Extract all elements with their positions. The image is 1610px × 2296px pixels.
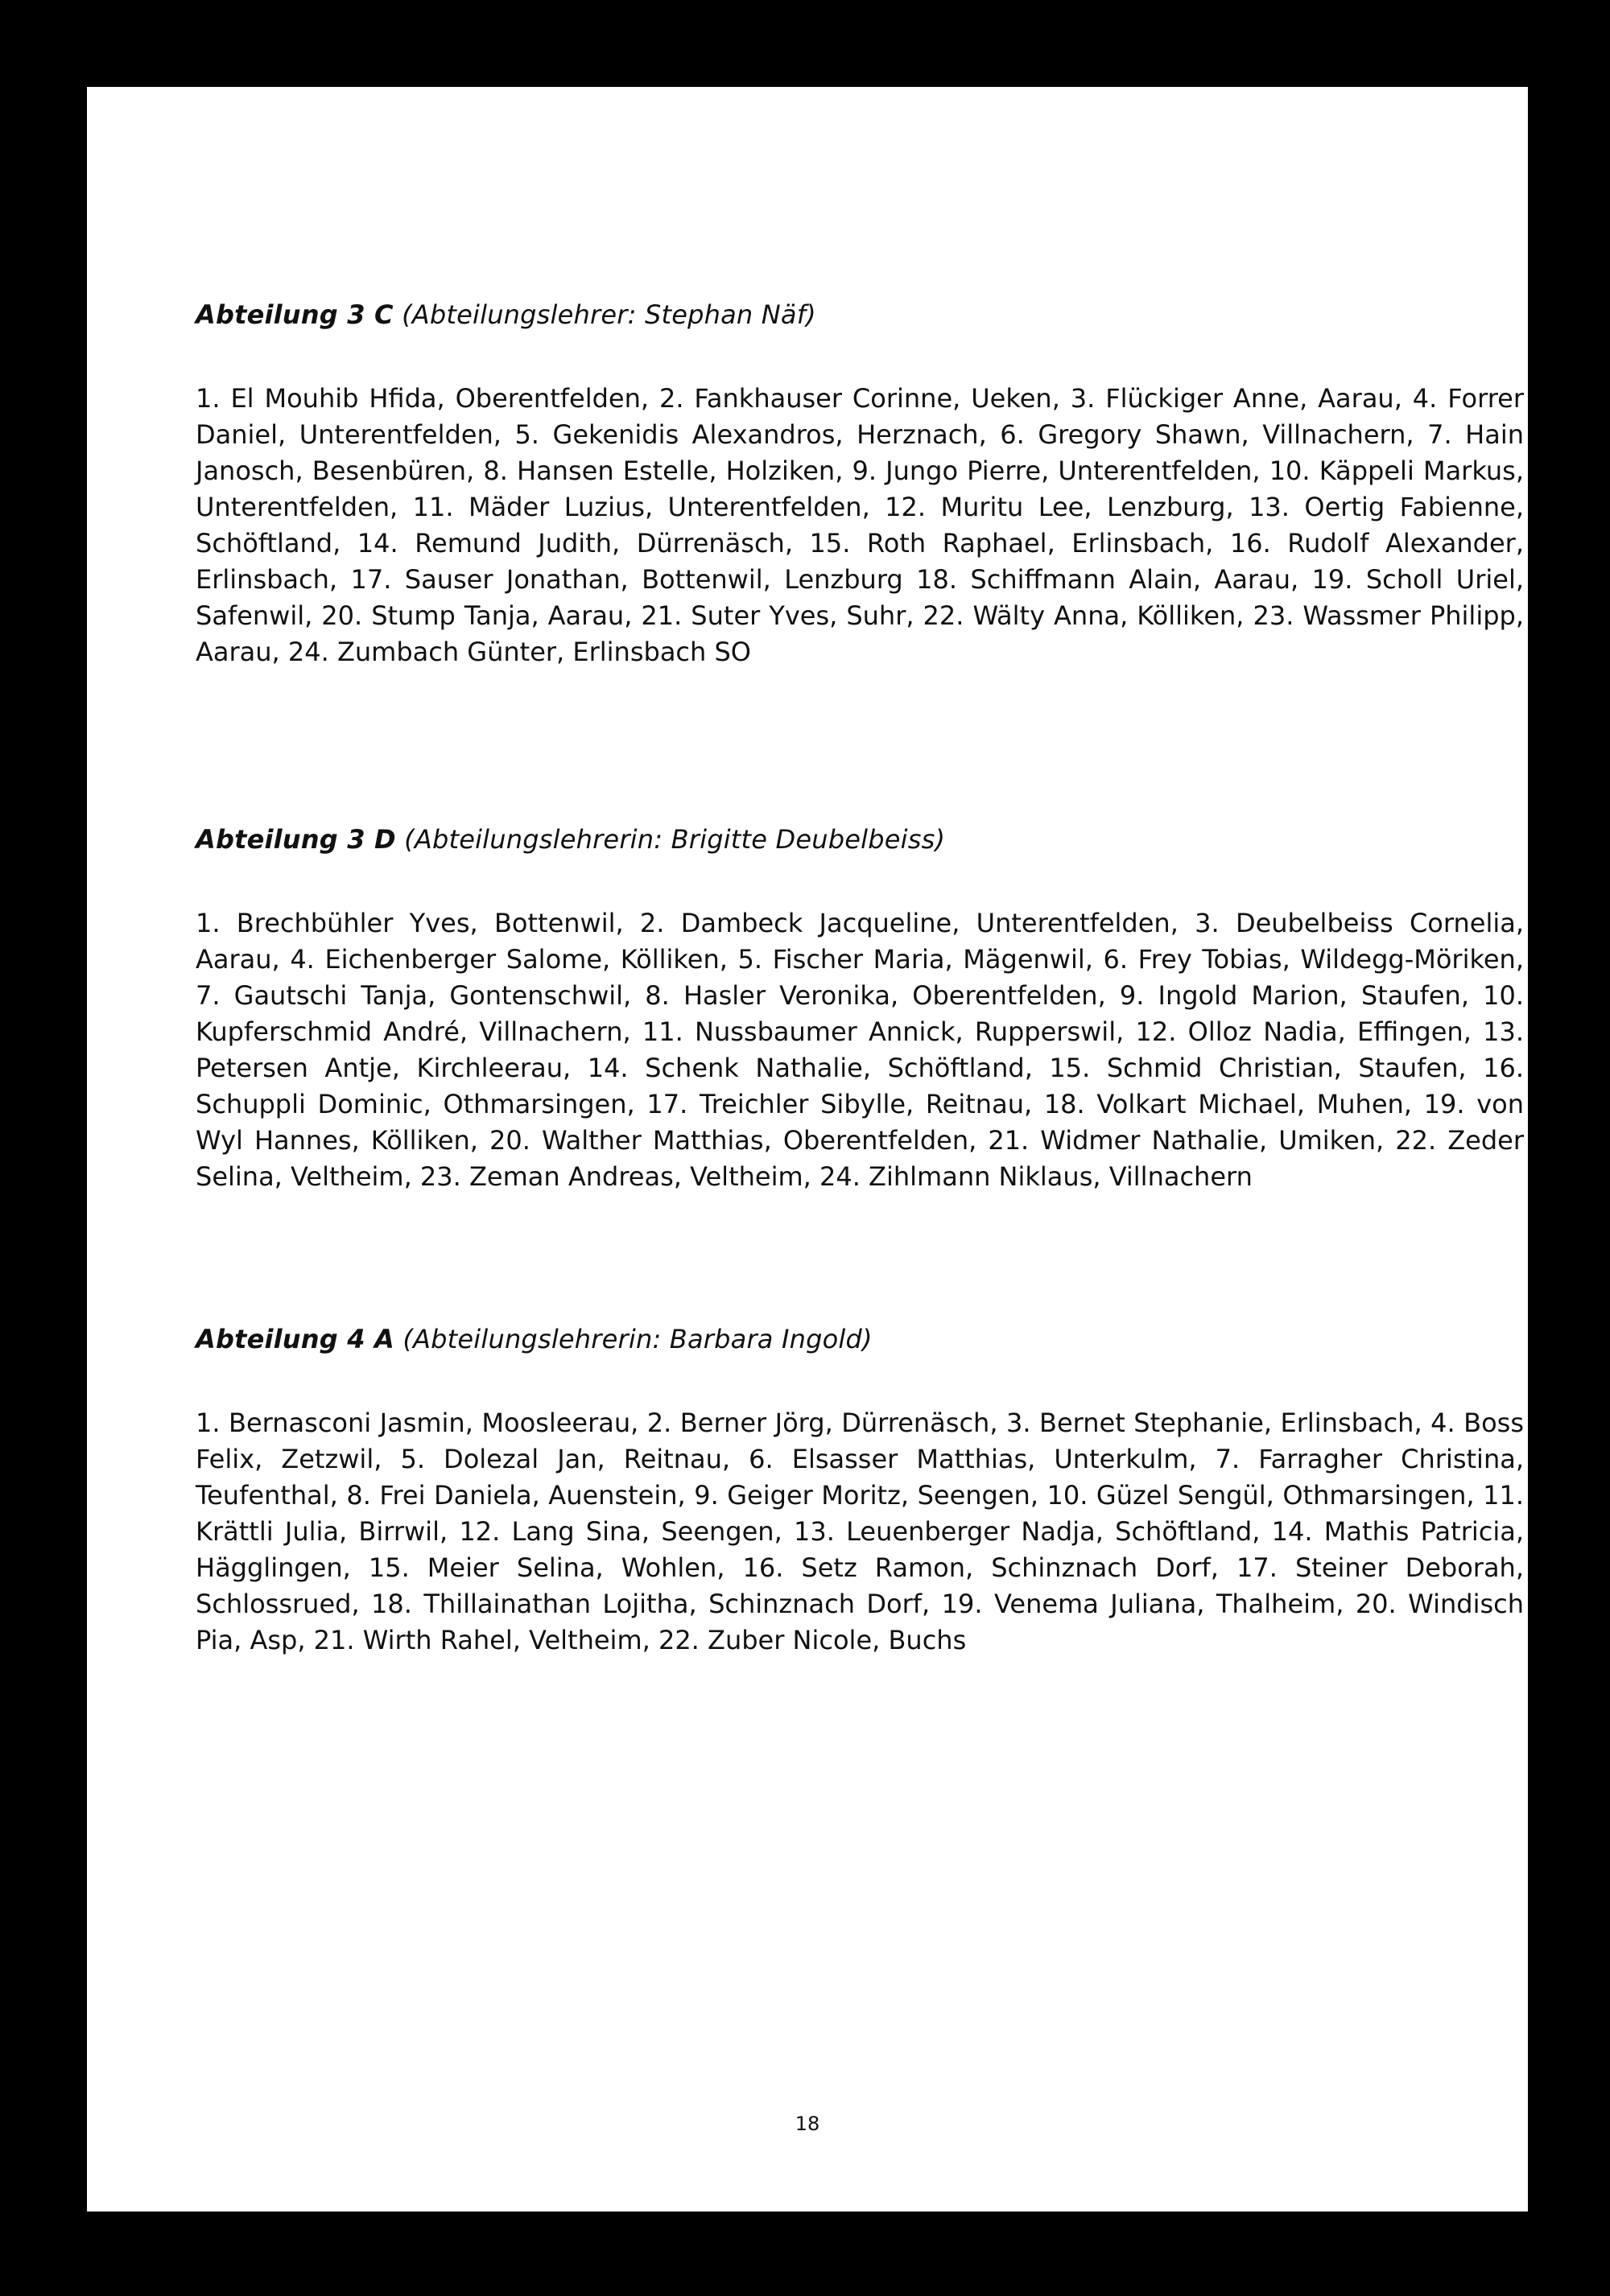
- student-list: 1. Bernasconi Jasmin, Moosleerau, 2. Berner Jörg, Dürrenäsch, 3. Bernet Stephanie, Erlinsbach, 4. Boss Felix, Zetzwil, 5. Dolezal Jan, Reitnau, 6. Elsasser Matthias, Unterkulm, 7. Farragher Christina, Teufenthal, 8. Frei Daniela, Auenstein, 9. Geiger Moritz, Seengen, 10. Güzel Sengül, Othmarsingen, 11. Krättli Julia, Birrwil, 12. Lang Sina, Seengen, 13. Leuenberger Nadja, Schöftland, 14. Mathis Patricia, Hägglingen, 15. Meier Selina, Wohlen, 16. Setz Ramon, Schinznach Dorf, 17. Steiner Deborah, Schlossrued, 18. Thillainathan Lojitha, Schinznach Dorf, 19. Venema Juliana, Thalheim, 20. Windisch Pia, Asp, 21. Wirth Rahel, Veltheim, 22. Zuber Nicole, Buchs: [196, 1408, 1524, 1655]
- page-number: 18: [795, 2113, 820, 2135]
- section-heading-teacher: (Abteilungslehrerin: Barbara Ingold): [394, 1324, 873, 1354]
- section-heading-teacher: (Abteilungslehrer: Stephan Näf): [393, 299, 816, 330]
- section-3d: [196, 823, 1524, 1221]
- section-3c: [196, 299, 1524, 696]
- document-page: [87, 87, 1528, 2211]
- section-heading-class: Abteilung 4 A: [196, 1324, 394, 1354]
- section-heading-teacher: (Abteilungslehrerin: Brigitte Deubelbeiss): [395, 824, 946, 855]
- section-4a: [196, 1323, 1524, 1684]
- section-heading: [196, 823, 1524, 855]
- section-heading-class: Abteilung 3 C: [196, 299, 394, 330]
- student-list: 1. El Mouhib Hfida, Oberentfelden, 2. Fankhauser Corinne, Ueken, 3. Flückiger Anne, Aarau, 4. Forrer Daniel, Unterentfelden, 5. Gekenidis Alexandros, Herznach, 6. Gregory Shawn, Villnachern, 7. Hain Janosch, Besenbüren, 8. Hansen Estelle, Holziken, 9. Jungo Pierre, Unterentfelden, 10. Käppeli Markus, Unterentfelden, 11. Mäder Luzius, Unterentfelden, 12. Muritu Lee, Lenzburg, 13. Oertig Fabienne, Schöftland, 14. Remund Judith, Dürrenäsch, 15. Roth Raphael, Erlinsbach, 16. Rudolf Alexander, Erlinsbach, 17. Sauser Jonathan, Bottenwil, Lenzburg 18. Schiffmann Alain, Aarau, 19. Scholl Uriel, Safenwil, 20. Stump Tanja, Aarau, 21. Suter Yves, Suhr, 22. Wälty Anna, Kölliken, 23. Wassmer Philipp, Aarau, 24. Zumbach Günter, Erlinsbach SO: [196, 383, 1524, 667]
- section-heading: [196, 299, 1524, 331]
- section-heading-class: Abteilung 3 D: [196, 824, 396, 855]
- student-list: 1. Brechbühler Yves, Bottenwil, 2. Dambeck Jacqueline, Unterentfelden, 3. Deubelbeiss Cornelia, Aarau, 4. Eichenberger Salome, Kölliken, 5. Fischer Maria, Mägenwil, 6. Frey Tobias, Wildegg-Möriken, 7. Gautschi Tanja, Gontenschwil, 8. Hasler Veronika, Oberentfelden, 9. Ingold Marion, Staufen, 10. Kupferschmid André, Villnachern, 11. Nussbaumer Annick, Rupperswil, 12. Olloz Nadia, Effingen, 13. Petersen Antje, Kirchleerau, 14. Schenk Nathalie, Schöftland, 15. Schmid Christian, Staufen, 16. Schuppli Dominic, Othmarsingen, 17. Treichler Sibylle, Reitnau, 18. Volkart Michael, Muhen, 19. von Wyl Hannes, Kölliken, 20. Walther Matthias, Oberentfelden, 21. Widmer Nathalie, Umiken, 22. Zeder Selina, Veltheim, 23. Zeman Andreas, Veltheim, 24. Zihlmann Niklaus, Villnachern: [196, 908, 1524, 1192]
- section-heading: [196, 1323, 1524, 1355]
